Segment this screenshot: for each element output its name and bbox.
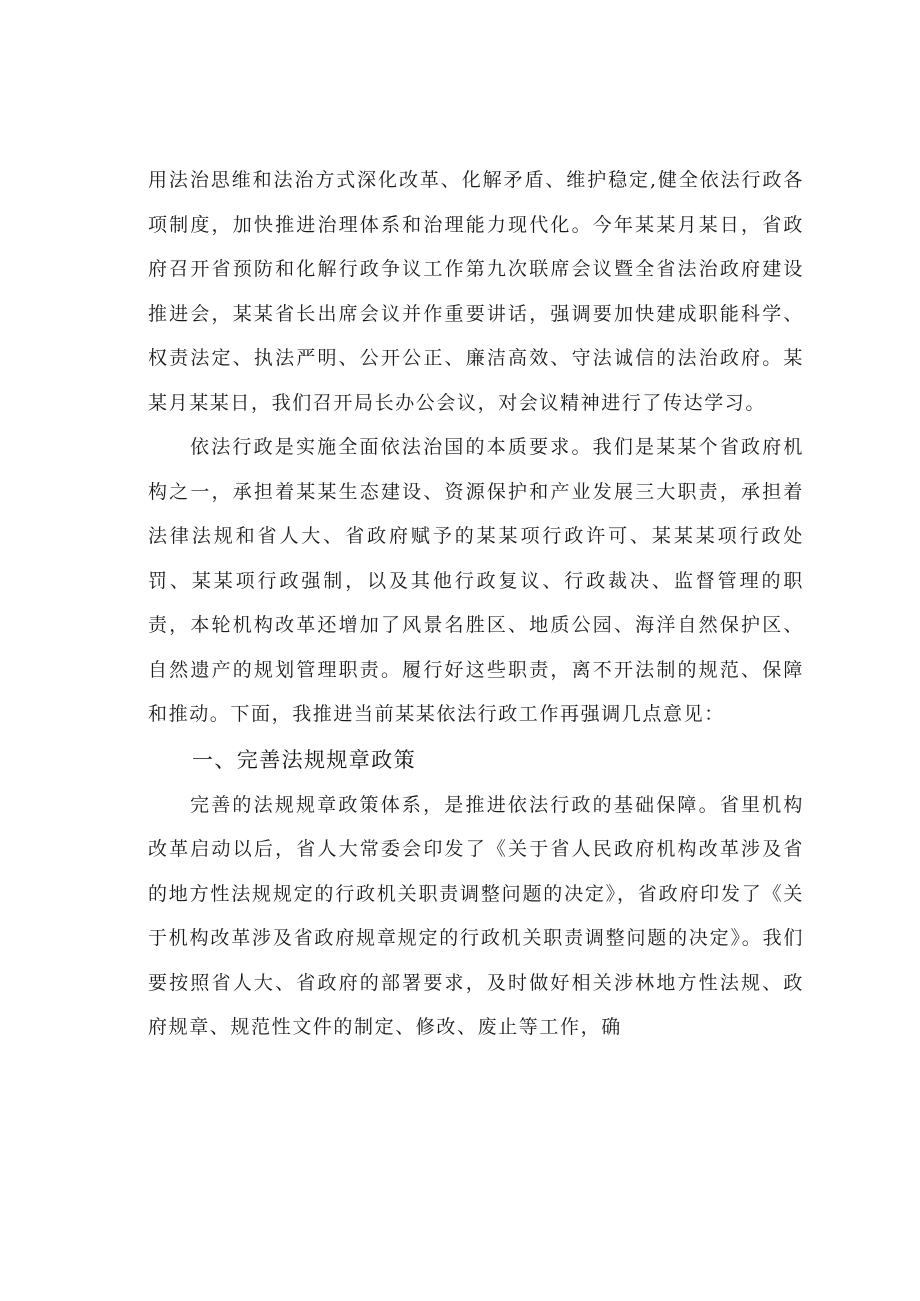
paragraph-1: 用法治思维和法治方式深化改革、化解矛盾、维护稳定,健全依法行政各项制度，加快推进治理体系和治理能力现代化。今年某某月某日，省政府召开省预防和化解行政争议工作第九次联席会议暨全省法治政府建设推进会，某某省长出席会议并作重要讲话，强调要加快建成职能科学、权责法定、执法严明、公开公正、廉洁高效、守法诚信的法治政府。某某月某某日，我们召开局长办公会议，对会议精神进行了传达学习。	[148, 169, 804, 414]
paragraph-2: 依法行政是实施全面依法治国的本质要求。我们是某某个省政府机构之一，承担着某某生态建设、资源保护和产业发展三大职责，承担着法律法规和省人大、省政府赋予的某某项行政许可、某某某项行政处罚、某某项行政强制，以及其他行政复议、行政裁决、监督管理的职责，本轮机构改革还增加了风景名胜区、地质公园、海洋自然保护区、自然遗产的规划管理职责。履行好这些职责，离不开法制的规范、保障和推动。下面，我推进当前某某依法行政工作再强调几点意见：	[148, 436, 804, 725]
paragraph-3: 完善的法规规章政策体系，是推进依法行政的基础保障。省里机构改革启动以后，省人大常委会印发了《关于省人民政府机构改革涉及省的地方性法规规定的行政机关职责调整问题的决定》，省政府印发了《关于机构改革涉及省政府规章规定的行政机关职责调整问题的决定》。我们要按照省人大、省政府的部署要求，及时做好相关涉林地方性法规、政府规章、规范性文件的制定、修改、废止等工作，确	[148, 793, 804, 1038]
section-heading: 一、完善法规规章政策	[192, 747, 416, 772]
document-body	[148, 158, 804, 1050]
